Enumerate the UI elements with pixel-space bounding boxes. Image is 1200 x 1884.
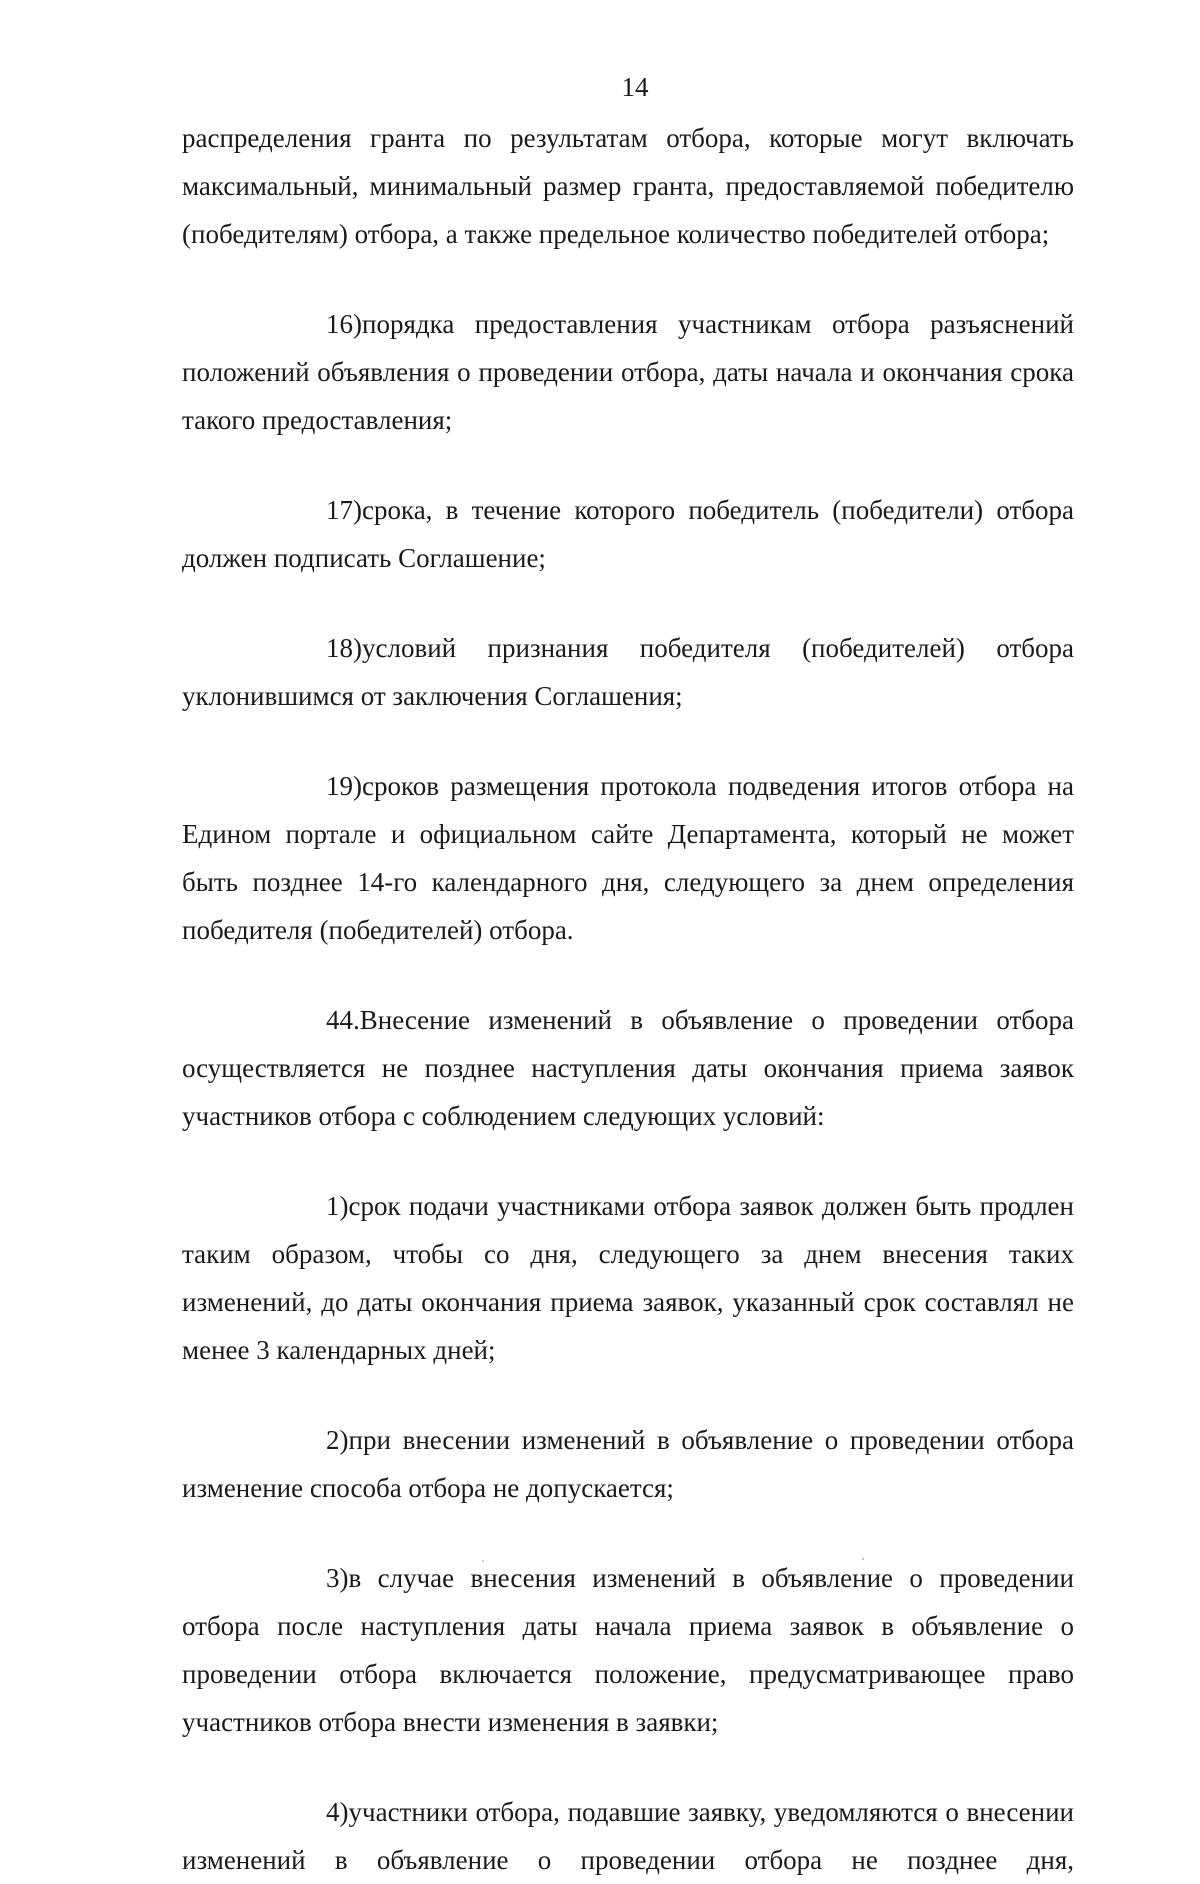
page-number: 14 bbox=[621, 72, 649, 102]
list-item-text: условий признания победителя (победителей) отбора уклонившимся от заключения Соглашения; bbox=[182, 633, 1074, 711]
list-item-16 bbox=[182, 300, 1074, 444]
list-item-18 bbox=[182, 624, 1074, 720]
list-item-19 bbox=[182, 762, 1074, 954]
sub-item-number: 1) bbox=[326, 1191, 349, 1221]
list-item-text: сроков размещения протокола подведения итогов отбора на Едином портале и официальном сайте Департамента, который не может быть позднее 14-го календарного дня, следующего за днем определения победителя (победителей) отбора. bbox=[182, 771, 1074, 945]
sub-item-number: 2) bbox=[326, 1425, 349, 1455]
list-item-text: порядка предоставления участникам отбора разъяснений положений объявления о проведении отбора, даты начала и окончания срока такого предоставления; bbox=[182, 309, 1074, 435]
list-item-17 bbox=[182, 486, 1074, 582]
list-item-number: 16) bbox=[326, 309, 362, 339]
clause-text: Внесение изменений в объявление о проведении отбора осуществляется не позднее наступления даты окончания приема заявок участников отбора с соблюдением следующих условий: bbox=[182, 1005, 1074, 1131]
list-item-number: 19) bbox=[326, 771, 362, 801]
sub-item-number: 4) bbox=[326, 1797, 349, 1827]
paragraph-text: распределения гранта по результатам отбора, которые могут включать максимальный, минимальный размер гранта, предоставляемой победителю (победителям) отбора, а также предельное количество победителей отбора; bbox=[182, 123, 1074, 249]
scan-artifact bbox=[482, 1560, 484, 1562]
sub-item-4 bbox=[182, 1788, 1074, 1884]
sub-item-text: в случае внесения изменений в объявление о проведении отбора после наступления даты начала приема заявок в объявление о проведении отбора включается положение, предусматривающее право участников отбора внести изменения в заявки; bbox=[182, 1563, 1074, 1737]
list-item-number: 18) bbox=[326, 633, 362, 663]
sub-item-text: при внесении изменений в объявление о проведении отбора изменение способа отбора не допускается; bbox=[182, 1425, 1074, 1503]
list-item-text: срока, в течение которого победитель (победители) отбора должен подписать Соглашение; bbox=[182, 495, 1074, 573]
sub-item-3 bbox=[182, 1554, 1074, 1746]
document-body bbox=[182, 114, 1074, 1884]
sub-item-1 bbox=[182, 1182, 1074, 1374]
sub-item-text: участники отбора, подавшие заявку, уведомляются о внесении изменений в объявление о проведении отбора не позднее дня, bbox=[182, 1797, 1074, 1875]
scan-artifact bbox=[862, 1558, 864, 1560]
sub-item-number: 3) bbox=[326, 1563, 349, 1593]
clause-44 bbox=[182, 996, 1074, 1140]
list-item-number: 17) bbox=[326, 495, 362, 525]
sub-item-text: срок подачи участниками отбора заявок должен быть продлен таким образом, чтобы со дня, следующего за днем внесения таких изменений, до даты окончания приема заявок, указанный срок составлял не менее 3 календарных дней; bbox=[182, 1191, 1074, 1365]
sub-item-2 bbox=[182, 1416, 1074, 1512]
clause-number: 44. bbox=[326, 1005, 360, 1035]
paragraph-continuation bbox=[182, 114, 1074, 258]
